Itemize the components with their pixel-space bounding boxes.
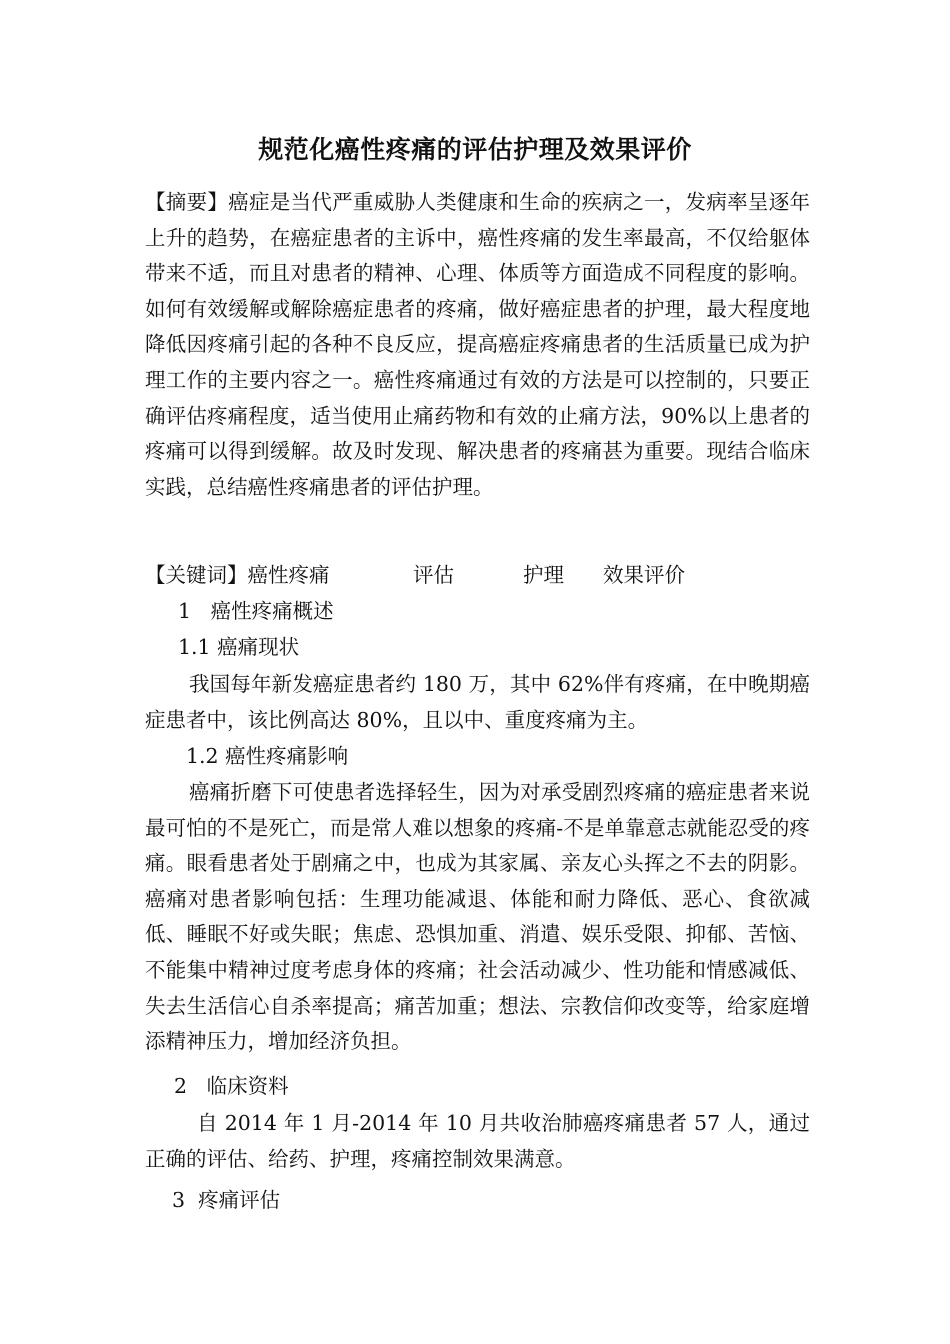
abstract-paragraph: 【摘要】癌症是当代严重威胁人类健康和生命的疾病之一，发病率呈逐年上升的趋势，在癌症患者的主诉中，癌性疼痛的发生率最高，不仅给躯体带来不适，而且对患者的精神、心理、体质等方面造成不同程度的影响。如何有效缓解或解除癌症患者的疼痛，做好癌症患者的护理，最大程度地降低因疼痛引起的各种不良反应，提高癌症疼痛患者的生活质量已成为护理工作的主要内容之一。癌性疼痛通过有效的方法是可以控制的，只要正确评估疼痛程度，适当使用止痛药物和有效的止痛方法，90%以上患者的疼痛可以得到缓解。故及时发现、解决患者的疼痛甚为重要。现结合临床实践，总结癌性疼痛患者的评估护理。 [145, 190, 810, 499]
section-heading-2: 2 临床资料 [174, 1074, 289, 1098]
paragraph-1-2: 癌痛折磨下可使患者选择轻生，因为对承受剧烈疼痛的癌症患者来说最可怕的不是死亡，而是常人难以想象的疼痛-不是单靠意志就能忍受的疼痛。眼看患者处于剧痛之中，也成为其家属、亲友心头挥之不去的阴影。癌痛对患者影响包括：生理功能减退、体能和耐力降低、恶心、食欲减低、睡眠不好或失眠；焦虑、恐惧加重、消遣、娱乐受限、抑郁、苦恼、不能集中精神过度考虑身体的疼痛；社会活动减少、性功能和情感减低、失去生活信心自杀率提高；痛苦加重；想法、宗教信仰改变等，给家庭增添精神压力，增加经济负担。 [145, 780, 810, 1054]
keyword-item: 效果评价 [603, 563, 685, 587]
keywords-row [145, 558, 685, 594]
keyword-item: 护理 [523, 563, 564, 587]
keyword-item: 评估 [413, 563, 454, 587]
paragraph-1-1: 我国每年新发癌症患者约 180 万，其中 62%伴有疼痛，在中晚期癌症患者中，该比例高达 80%，且以中、重度疼痛为主。 [145, 672, 810, 732]
paragraph-2: 自 2014 年 1 月-2014 年 10 月共收治肺癌疼痛患者 57 人，通过正确的评估、给药、护理，疼痛控制效果满意。 [145, 1111, 810, 1171]
section-heading-1: 1 癌性疼痛概述 [178, 599, 334, 623]
section-heading-3: 3 疼痛评估 [172, 1188, 281, 1212]
section-heading-1-2: 1.2 癌性疼痛影响 [186, 744, 349, 768]
document-title: 规范化癌性疼痛的评估护理及效果评价 [258, 135, 692, 164]
keywords-label: 【关键词】癌性疼痛 [145, 563, 330, 587]
section-heading-1-1: 1.1 癌痛现状 [178, 635, 300, 659]
